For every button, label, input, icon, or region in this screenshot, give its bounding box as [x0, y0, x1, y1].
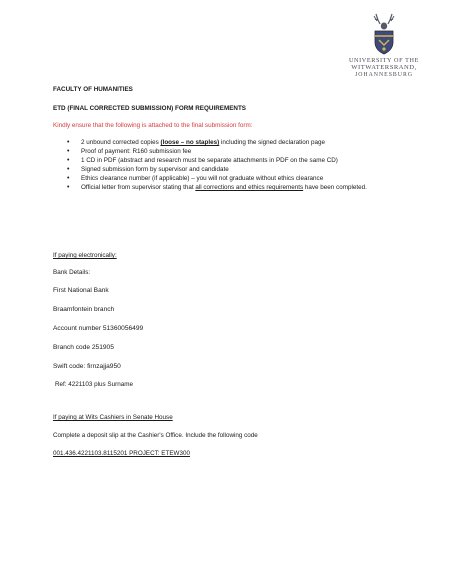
requirement-item	[81, 138, 411, 147]
cashier-payment-title: If paying at Wits Cashiers in Senate House	[53, 414, 173, 421]
bank-name: First National Bank	[53, 287, 109, 294]
electronic-payment-title: If paying electronically:	[53, 252, 117, 259]
payment-reference: Ref: 4221103 plus Surname	[55, 381, 133, 388]
cashier-instruction: Complete a deposit slip at the Cashier's Office. Include the following code	[53, 432, 258, 439]
branch-code: Branch code 251905	[53, 344, 114, 351]
form-title: ETD (FINAL CORRECTED SUBMISSION) FORM REQUIREMENTS	[53, 105, 246, 112]
requirement-item: • Signed submission form by supervisor and candidate	[81, 165, 411, 174]
logo-line-3: JOHANNESBURG	[354, 72, 414, 78]
requirement-underlined: all corrections and ethics requirements	[195, 184, 304, 191]
requirements-list	[53, 138, 411, 192]
requirement-emphasis: (loose – no staples)	[160, 139, 220, 146]
branch-name: Braamfontein branch	[53, 306, 115, 313]
deposit-code: 001.436.4221103.8115201 PROJECT: ETEW300	[53, 450, 190, 457]
requirement-item	[81, 183, 411, 192]
account-number: Account number 51360056499	[53, 325, 144, 332]
bank-details-label: Bank Details:	[53, 269, 91, 276]
requirement-text: Official letter from supervisor stating that	[81, 184, 196, 191]
faculty-heading: FACULTY OF HUMANITIES	[53, 86, 133, 93]
swift-code: Swift code: firnzajja950	[53, 363, 121, 370]
requirement-item: • 1 CD in PDF (abstract and research must be separate attachments in PDF on the same CD)	[81, 156, 411, 165]
requirement-item: • Ethics clearance number (if applicable) – you will not graduate without ethics clearance	[81, 174, 411, 183]
crest-icon	[367, 12, 401, 56]
instruction-text: Kindly ensure that the following is attached to the final submission form:	[53, 122, 253, 129]
logo-line-2: WITWATERSRAND,	[351, 64, 417, 71]
requirement-text: 2 unbound corrected copies	[81, 139, 161, 146]
requirement-text: including the signed declaration page	[219, 139, 325, 146]
requirement-text: have been completed.	[303, 184, 367, 191]
logo-line-1: UNIVERSITY OF THE	[348, 57, 419, 64]
requirement-item: • Proof of payment: R160 submission fee	[81, 147, 411, 156]
university-logo	[339, 12, 429, 79]
